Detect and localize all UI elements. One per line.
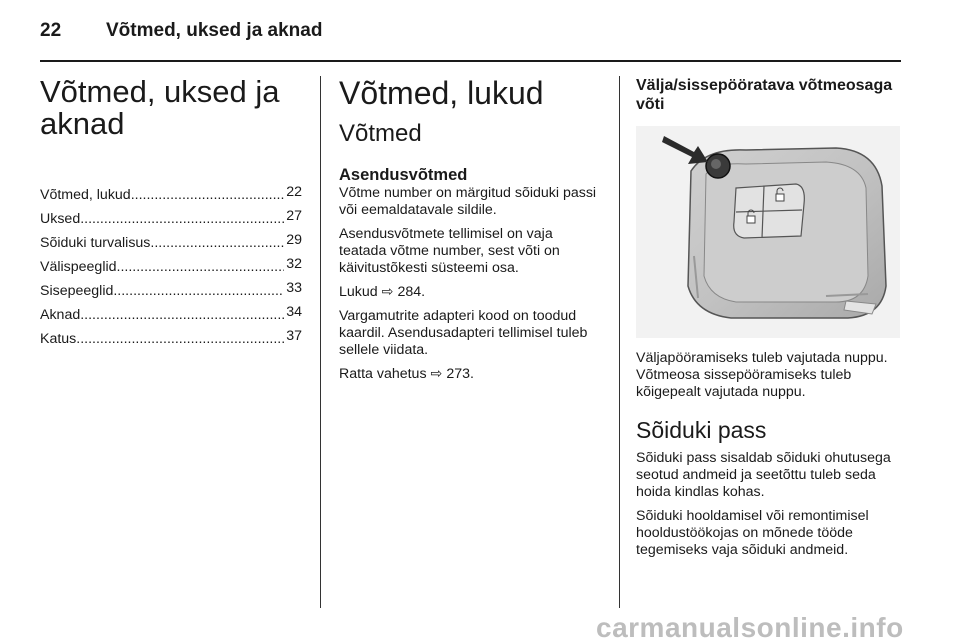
subsection-title: Sõiduki pass bbox=[636, 417, 767, 443]
watermark: carmanualsonline.info bbox=[596, 612, 904, 643]
subsection-title: Võtmed bbox=[339, 120, 422, 147]
running-header bbox=[40, 20, 323, 42]
chapter-title: Võtmed, uksed ja aknad bbox=[40, 74, 280, 141]
paragraph: Väljapööramiseks tuleb vajutada nuppu. Võtmeosa sissepööramiseks tuleb kõigepealt vajutada nuppu. bbox=[636, 350, 888, 400]
running-title: Võtmed, uksed ja aknad bbox=[106, 20, 323, 41]
section-title: Võtmed, lukud bbox=[339, 75, 544, 111]
paragraph: Ratta vahetus ⇨ 273. bbox=[339, 366, 601, 383]
paragraph: Sõiduki pass sisaldab sõiduki ohutusega seotud andmeid ja seetõttu tuleb seda hoida kindlas kohas. bbox=[636, 450, 891, 500]
toc-item[interactable]: Uksed ..... 27 bbox=[40, 208, 302, 232]
toc-item[interactable]: Sõiduki turvalisus ..... 29 bbox=[40, 232, 302, 256]
paragraph: Vargamutrite adapteri kood on toodud kaardil. Asendusadapteri tellimisel tuleb sellele viidata. bbox=[339, 308, 588, 358]
folding-key-column bbox=[636, 76, 904, 566]
paragraph: Sõiduki hooldamisel või remontimisel hooldustöökojas on mõnede tööde tegemiseks vaja sõiduki andmeid. bbox=[636, 508, 869, 558]
chapter-column bbox=[40, 76, 302, 352]
subsection-heading: Asendusvõtmed bbox=[339, 166, 468, 184]
page-number: 22 bbox=[40, 20, 62, 41]
paragraph: Võtme number on märgitud sõiduki passi või eemaldatavale sildile. bbox=[339, 185, 597, 218]
toc-item[interactable]: Aknad ..... 34 bbox=[40, 304, 302, 328]
paragraph: Asendusvõtmete tellimisel on vaja teatada võtme number, sest võti on käivitustõkesti süsteemi osa. bbox=[339, 226, 560, 276]
column-divider-1 bbox=[320, 76, 321, 608]
subsection-heading: Välja/sissepööratava võtmeosaga võti bbox=[636, 77, 893, 113]
header-rule bbox=[40, 60, 901, 62]
paragraph: Lukud ⇨ 284. bbox=[339, 284, 601, 301]
key-fob-image bbox=[636, 126, 900, 338]
page-reference-link[interactable] bbox=[382, 284, 394, 300]
toc-item[interactable]: Sisepeeglid ..... 33 bbox=[40, 280, 302, 304]
table-of-contents bbox=[40, 184, 302, 352]
key-fob-illustration bbox=[636, 126, 900, 338]
column-divider-2 bbox=[619, 76, 620, 608]
toc-item[interactable]: Võtmed, lukud ..... 22 bbox=[40, 184, 302, 208]
keys-locks-column bbox=[339, 76, 601, 390]
toc-item[interactable]: Välispeeglid ..... 32 bbox=[40, 256, 302, 280]
page-reference-link[interactable] bbox=[431, 366, 443, 382]
toc-item[interactable]: Katus ..... 37 bbox=[40, 328, 302, 352]
